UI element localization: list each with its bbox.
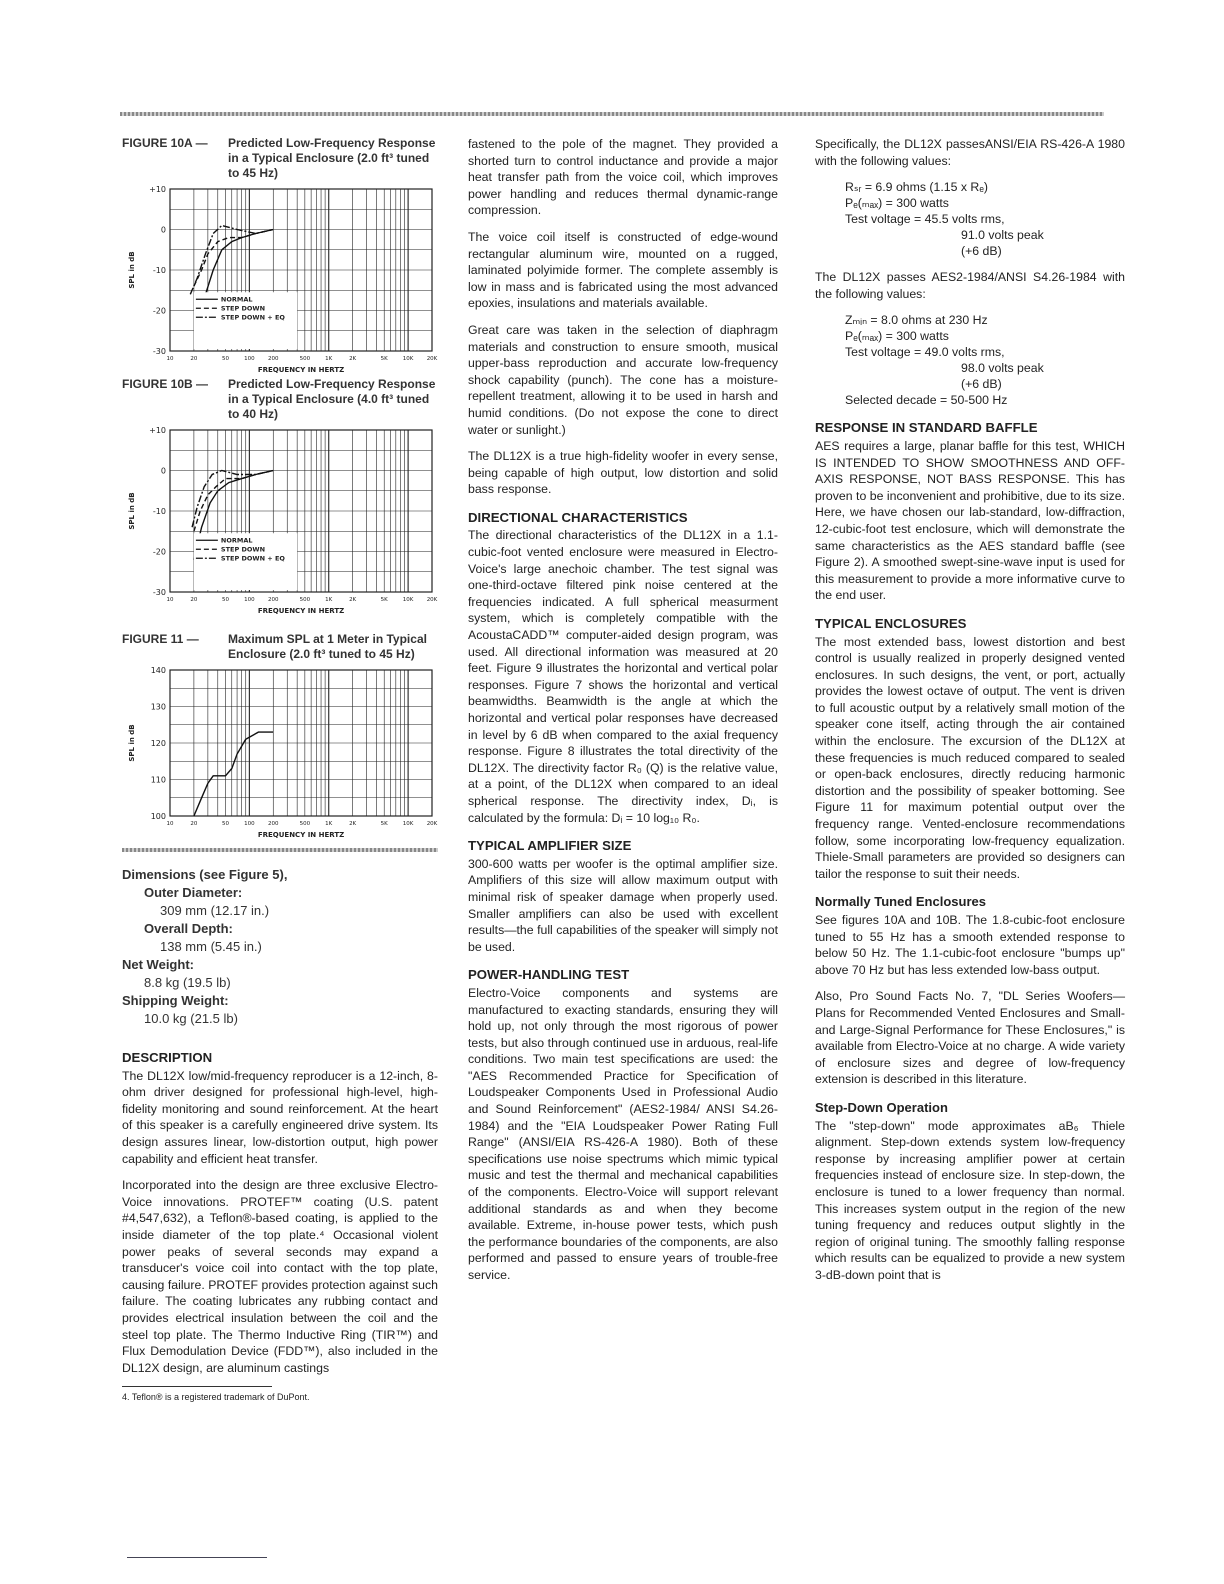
column-2 [468,136,778,1294]
y-tick-label: -10 [152,507,166,516]
baffle-paragraph: AES requires a large, planar baffle for this test, WHICH IS INTENDED TO SHOW SMOOTHNESS AND OFF-AXIS RESPONSE, NOT BASS RESPONSE. This has proven to be inconvenient and prohibitive, due to its size. Here, we have chosen our lab-standard, low-diffraction, 12-cubic-foot test enclosure, which will demonstrate the same characteristics as the AES standard baffle (see Figure 2). A smoothed swept-sine-wave input is used for this measurement to provide a more informative curve to the end user. [815,438,1125,603]
x-tick-label: 50 [221,356,229,362]
y-axis-label: SPL in dB [128,724,136,762]
amplifier-heading: TYPICAL AMPLIFIER SIZE [468,838,632,854]
x-tick-label: 20 [190,597,198,603]
spec-dimensions-heading: Dimensions (see Figure 5), [122,867,288,882]
x-tick-label: 10K [402,597,414,603]
eia-value-db: (+6 dB) [961,244,1002,259]
x-tick-label: 200 [268,821,279,827]
x-tick-label: 500 [299,597,311,603]
figure-11-label: FIGURE 11 — [122,632,199,646]
aes-value-peak: 98.0 volts peak [961,361,1044,376]
figure-10a-title: Predicted Low-Frequency Response in a Typical Enclosure (2.0 ft³ tuned to 45 Hz) [228,136,436,180]
x-tick-label: 2K [349,597,357,603]
col3-intro: Specifically, the DL12X passesANSI/EIA RS-426-A 1980 with the following values: [815,137,1125,168]
figure-10a-label: FIGURE 10A — [122,136,208,150]
figure-11 [122,632,438,842]
spec-net-label: Net Weight: [122,957,194,972]
aes-value-power: Pₑ(ₘₐₓ) = 300 watts [845,329,949,344]
x-tick-label: 20K [426,821,438,827]
x-tick-label: 200 [268,597,279,603]
y-axis-label: SPL in dB [128,251,136,289]
aes-value-db: (+6 dB) [961,377,1002,392]
power-paragraph: Electro-Voice components and systems are manufactured to exacting standards, ensuring they will hold up, not only through the most rigorous of power tests, but also through continued use in arduous, real-life conditions. Two main test specifications are used: the "AES Recommended Practice for Specification of Loudspeaker Components Used in Professional Audio and Sound Reinforcement" (AES2-1984/ ANSI S4.26-1984) and the "EIA Loudspeaker Power Rating Full Range" (ANSI/EIA RS-426-A 1980). Both of these specifications use noise spectrums which mimic typical music and test the thermal and mechanical capabilities of the components. Electro-Voice will support relevant additional standards as and when they become available. Extreme, in-house power tests, which push the performance boundaries of the components, are also performed and passed to ensure years of trouble-free service. [468,985,778,1282]
y-tick-label: -30 [152,347,166,356]
y-axis-label: SPL in dB [128,492,136,530]
x-tick-label: 10K [402,356,414,362]
x-tick-label: 50 [221,821,229,827]
figure-10a [122,136,438,377]
spec-outer-label: Outer Diameter: [144,885,243,900]
specifications [122,866,438,1028]
y-tick-label: -30 [152,588,166,597]
x-tick-label: 100 [244,821,255,827]
x-tick-label: 5K [380,821,388,827]
figure-10b [122,377,438,618]
description-heading: DESCRIPTION [122,1050,213,1065]
figure-10a-chart [122,181,438,377]
x-axis-label: FREQUENCY IN HERTZ [257,366,345,374]
eia-value-peak: 91.0 volts peak [961,228,1044,243]
figure-11-title: Maximum SPL at 1 Meter in Typical Enclosure (2.0 ft³ tuned to 45 Hz) [228,632,427,661]
y-tick-label: 110 [150,775,166,785]
footnote-rule [122,1386,272,1387]
figure-10b-caption [122,377,438,422]
eia-value-rsr: Rₛᵣ = 6.9 ohms (1.15 x Rₑ) [845,180,988,195]
y-tick-label: 100 [150,812,166,821]
legend-label: NORMAL [220,295,253,304]
col3-intro-2: The DL12X passes AES2-1984/ANSI S4.26-1984 with the following values: [815,270,1125,301]
y-tick-label: -20 [152,547,166,557]
col2-paragraph-3: Great care was taken in the selection of diaphragm materials and construction to ensure smooth, musical upper-bass reproduction and accurate low-frequency shock capability (punch). The cone has a moisture-repellent treatment, allowing it to be used in harsh and humid conditions. (Do not expose the cone to direct water or sunlight.) [468,322,778,437]
figure-11-caption [122,632,438,662]
x-tick-label: 20K [426,356,438,362]
y-tick-label: -10 [152,266,166,275]
column-3 [815,136,1125,1293]
x-tick-label: 10 [166,597,174,603]
x-tick-label: 5K [380,356,388,362]
enclosures-heading: TYPICAL ENCLOSURES [815,615,967,631]
legend-label: NORMAL [220,536,253,545]
eia-value-power: Pₑ(ₘₐₓ) = 300 watts [845,196,949,211]
aes-value-decade: Selected decade = 50-500 Hz [845,393,1008,408]
col2-paragraph-1: fastened to the pole of the magnet. They provided a shorted turn to control inductance and provide a major heat transfer path from the voice coil, which improves power handling and reduces thermal dynamic-range compression. [468,137,778,218]
figure-10a-caption [122,136,438,181]
x-tick-label: 500 [299,356,311,362]
column-1 [122,136,438,1403]
tuned-heading: Normally Tuned Enclosures [815,894,986,910]
x-axis-label: FREQUENCY IN HERTZ [257,607,345,615]
x-tick-label: 10 [166,821,174,827]
x-tick-label: 1K [325,597,333,603]
tuned-paragraph: See figures 10A and 10B. The 1.8-cubic-foot enclosure tuned to 55 Hz has a smooth extended response to below 50 Hz. The 1.1-cubic-foot enclosure "bumps up" above 70 Hz but has less extended low-bass output. [815,913,1125,977]
also-paragraph: Also, Pro Sound Facts No. 7, "DL Series Woofers—Plans for Recommended Vented Enclosures and Small- and Large-Signal Performance for These Enclosures," is available from Electro-Voice at no charge. A wide variety of enclosure sizes and degree of low-frequency extension is described in this literature. [815,989,1125,1087]
power-heading: POWER-HANDLING TEST [468,967,630,983]
x-tick-label: 10K [402,821,414,827]
figure-10b-label: FIGURE 10B — [122,377,209,391]
x-tick-label: 100 [244,597,255,603]
description-paragraph-2: Incorporated into the design are three exclusive Electro-Voice innovations. PROTEF™ coating (U.S. patent #4,547,632), a Teflon®-based coating, is applied to the inside diameter of the top plate.⁴ Occasional violent power peaks of several seconds may expand a transducer's voice coil into contact with the top plate, causing failure. PROTEF provides protection against such failure. The coating lubricates any rubbing contact and provides electrical insulation between the coil and the steel top plate. The Thermo Inductive Ring (TIR™) and Flux Demodulation Device (FDD™), also included in the DL12X design, are aluminum castings [122,1178,438,1375]
bottom-rule [127,1557,267,1558]
x-tick-label: 1K [325,821,333,827]
x-tick-label: 2K [349,356,357,362]
x-tick-label: 50 [221,597,229,603]
spec-outer-value: 309 mm (12.17 in.) [160,903,270,918]
y-tick-label: +10 [149,185,166,194]
spec-depth-label: Overall Depth: [144,921,233,936]
figure-10b-chart [122,422,438,618]
y-tick-label: +10 [149,426,166,435]
spec-net-value: 8.8 kg (19.5 lb) [144,975,231,990]
step-down-heading: Step-Down Operation [815,1099,948,1115]
x-axis-label: FREQUENCY IN HERTZ [257,831,345,839]
legend-label: STEP DOWN [220,545,266,554]
x-tick-label: 500 [299,821,311,827]
x-tick-label: 200 [268,356,279,362]
enclosures-paragraph: The most extended bass, lowest distortion and best control is usually realized in properly designed vented enclosures. In such designs, the vent, or port, actually provides the lowest octave of output. The vent is driven to full acoustic output by a relatively small motion of the speaker cone itself, acting through the air contained within the enclosure. The excursion of the DL12X at these frequencies is much reduced compared to sealed or open-back enclosures, directly reducing harmonic distortion and the possibility of speaker bottoming. See Figure 11 for maximum potential output over the frequency range. Vented-enclosure recommendations follow, some incorporating low-frequency equalization. Thiele-Small parameters are provided so designers can tailor the response to suit their needs. [815,634,1125,881]
y-tick-label: 120 [150,739,166,748]
footnote: 4. Teflon® is a registered trademark of DuPont. [122,1392,310,1403]
figure-10b-title: Predicted Low-Frequency Response in a Typical Enclosure (4.0 ft³ tuned to 40 Hz) [228,377,436,421]
x-tick-label: 2K [349,821,357,827]
spec-ship-label: Shipping Weight: [122,993,229,1008]
amplifier-paragraph: 300-600 watts per woofer is the optimal amplifier size. Amplifiers of this size will allow maximum output with minimal risk of speaker damage when properly used. Smaller amplifiers can also be used with excellent results—the full capabilities of the speaker will simply not be used. [468,856,778,954]
y-tick-label: 0 [160,225,166,235]
step-down-paragraph: The "step-down" mode approximates aB₆ Thiele alignment. Step-down extends system low-frequency response by increasing amplifier power at certain frequencies instead of enclosure size. In step-down, the enclosure is tuned to a lower frequency than normal. This increases system output in the region of the new tuning frequency and reduces output slightly in the region of original tuning. The smoothly falling response which results can be equalized to provide a new system 3-dB-down point that is [815,1118,1125,1282]
x-tick-label: 20 [190,356,198,362]
baffle-heading: RESPONSE IN STANDARD BAFFLE [815,420,1038,436]
spec-ship-value: 10.0 kg (21.5 lb) [144,1011,238,1026]
x-tick-label: 10 [166,356,174,362]
x-tick-label: 20 [190,821,198,827]
eia-values [815,179,1125,259]
column-rule [122,848,438,852]
aes-values [815,312,1125,408]
spec-depth-value: 138 mm (5.45 in.) [160,939,262,954]
directional-heading: DIRECTIONAL CHARACTERISTICS [468,509,688,525]
aes-value-voltage: Test voltage = 49.0 volts rms, [845,345,1005,360]
y-tick-label: 140 [150,666,166,675]
col2-paragraph-2: The voice coil itself is constructed of edge-wound rectangular aluminum wire, mounted on a rugged, laminated polyimide former. The complete assembly is low in mass and is fabricated using the most advanced epoxies, insulations and materials available. [468,229,778,311]
legend-label: STEP DOWN [220,304,266,313]
directional-paragraph: The directional characteristics of the DL12X in a 1.1-cubic-foot vented enclosure were measured in Electro-Voice's large anechoic chamber. The test signal was one-third-octave filtered pink noise centered at the frequencies indicated. A full spherical measurment system, which is completely compatible with the AcoustaCADD™ computer-aided design program, was used. All directional information was measured at 20 feet. Figure 9 illustrates the horizontal and vertical polar responses. Figure 7 shows the horizontal and vertical beamwidths. Beamwidth is the angle at which the horizontal and vertical polar responses have decreased in level by 6 dB when compared to the axial frequency response. Figure 8 illustrates the total directivity of the DL12X. The directivity factor R₀ (Q) is the relative value, at a point, of the DL12X when compared to an ideal spherical response. The directivity index, Dᵢ, is calculated by the formula: Dᵢ = 10 log₁₀ R₀. [468,528,778,825]
legend-label: STEP DOWN + EQ [220,313,285,322]
y-tick-label: 0 [160,466,166,476]
figure-11-chart [122,662,438,842]
y-tick-label: -20 [152,306,166,316]
x-tick-label: 100 [244,356,255,362]
eia-value-voltage: Test voltage = 45.5 volts rms, [845,212,1005,227]
x-tick-label: 1K [325,356,333,362]
x-tick-label: 5K [380,597,388,603]
y-tick-label: 130 [150,702,166,712]
aes-value-zmin: Zₘᵢₙ = 8.0 ohms at 230 Hz [845,313,988,328]
description-paragraph-1: The DL12X low/mid-frequency reproducer is a 12-inch, 8-ohm driver designed for professional high-level, high-fidelity monitoring and sound reinforcement. At the heart of this speaker is a carefully engineered drive system. Its design assures linear, low-distortion output, high power capability and efficient heat transfer. [122,1068,438,1166]
x-tick-label: 20K [426,597,438,603]
col2-paragraph-4: The DL12X is a true high-fidelity woofer in every sense, being capable of high output, low distortion and solid bass response. [468,449,778,497]
legend-label: STEP DOWN + EQ [220,554,285,563]
top-rule [120,112,1104,116]
